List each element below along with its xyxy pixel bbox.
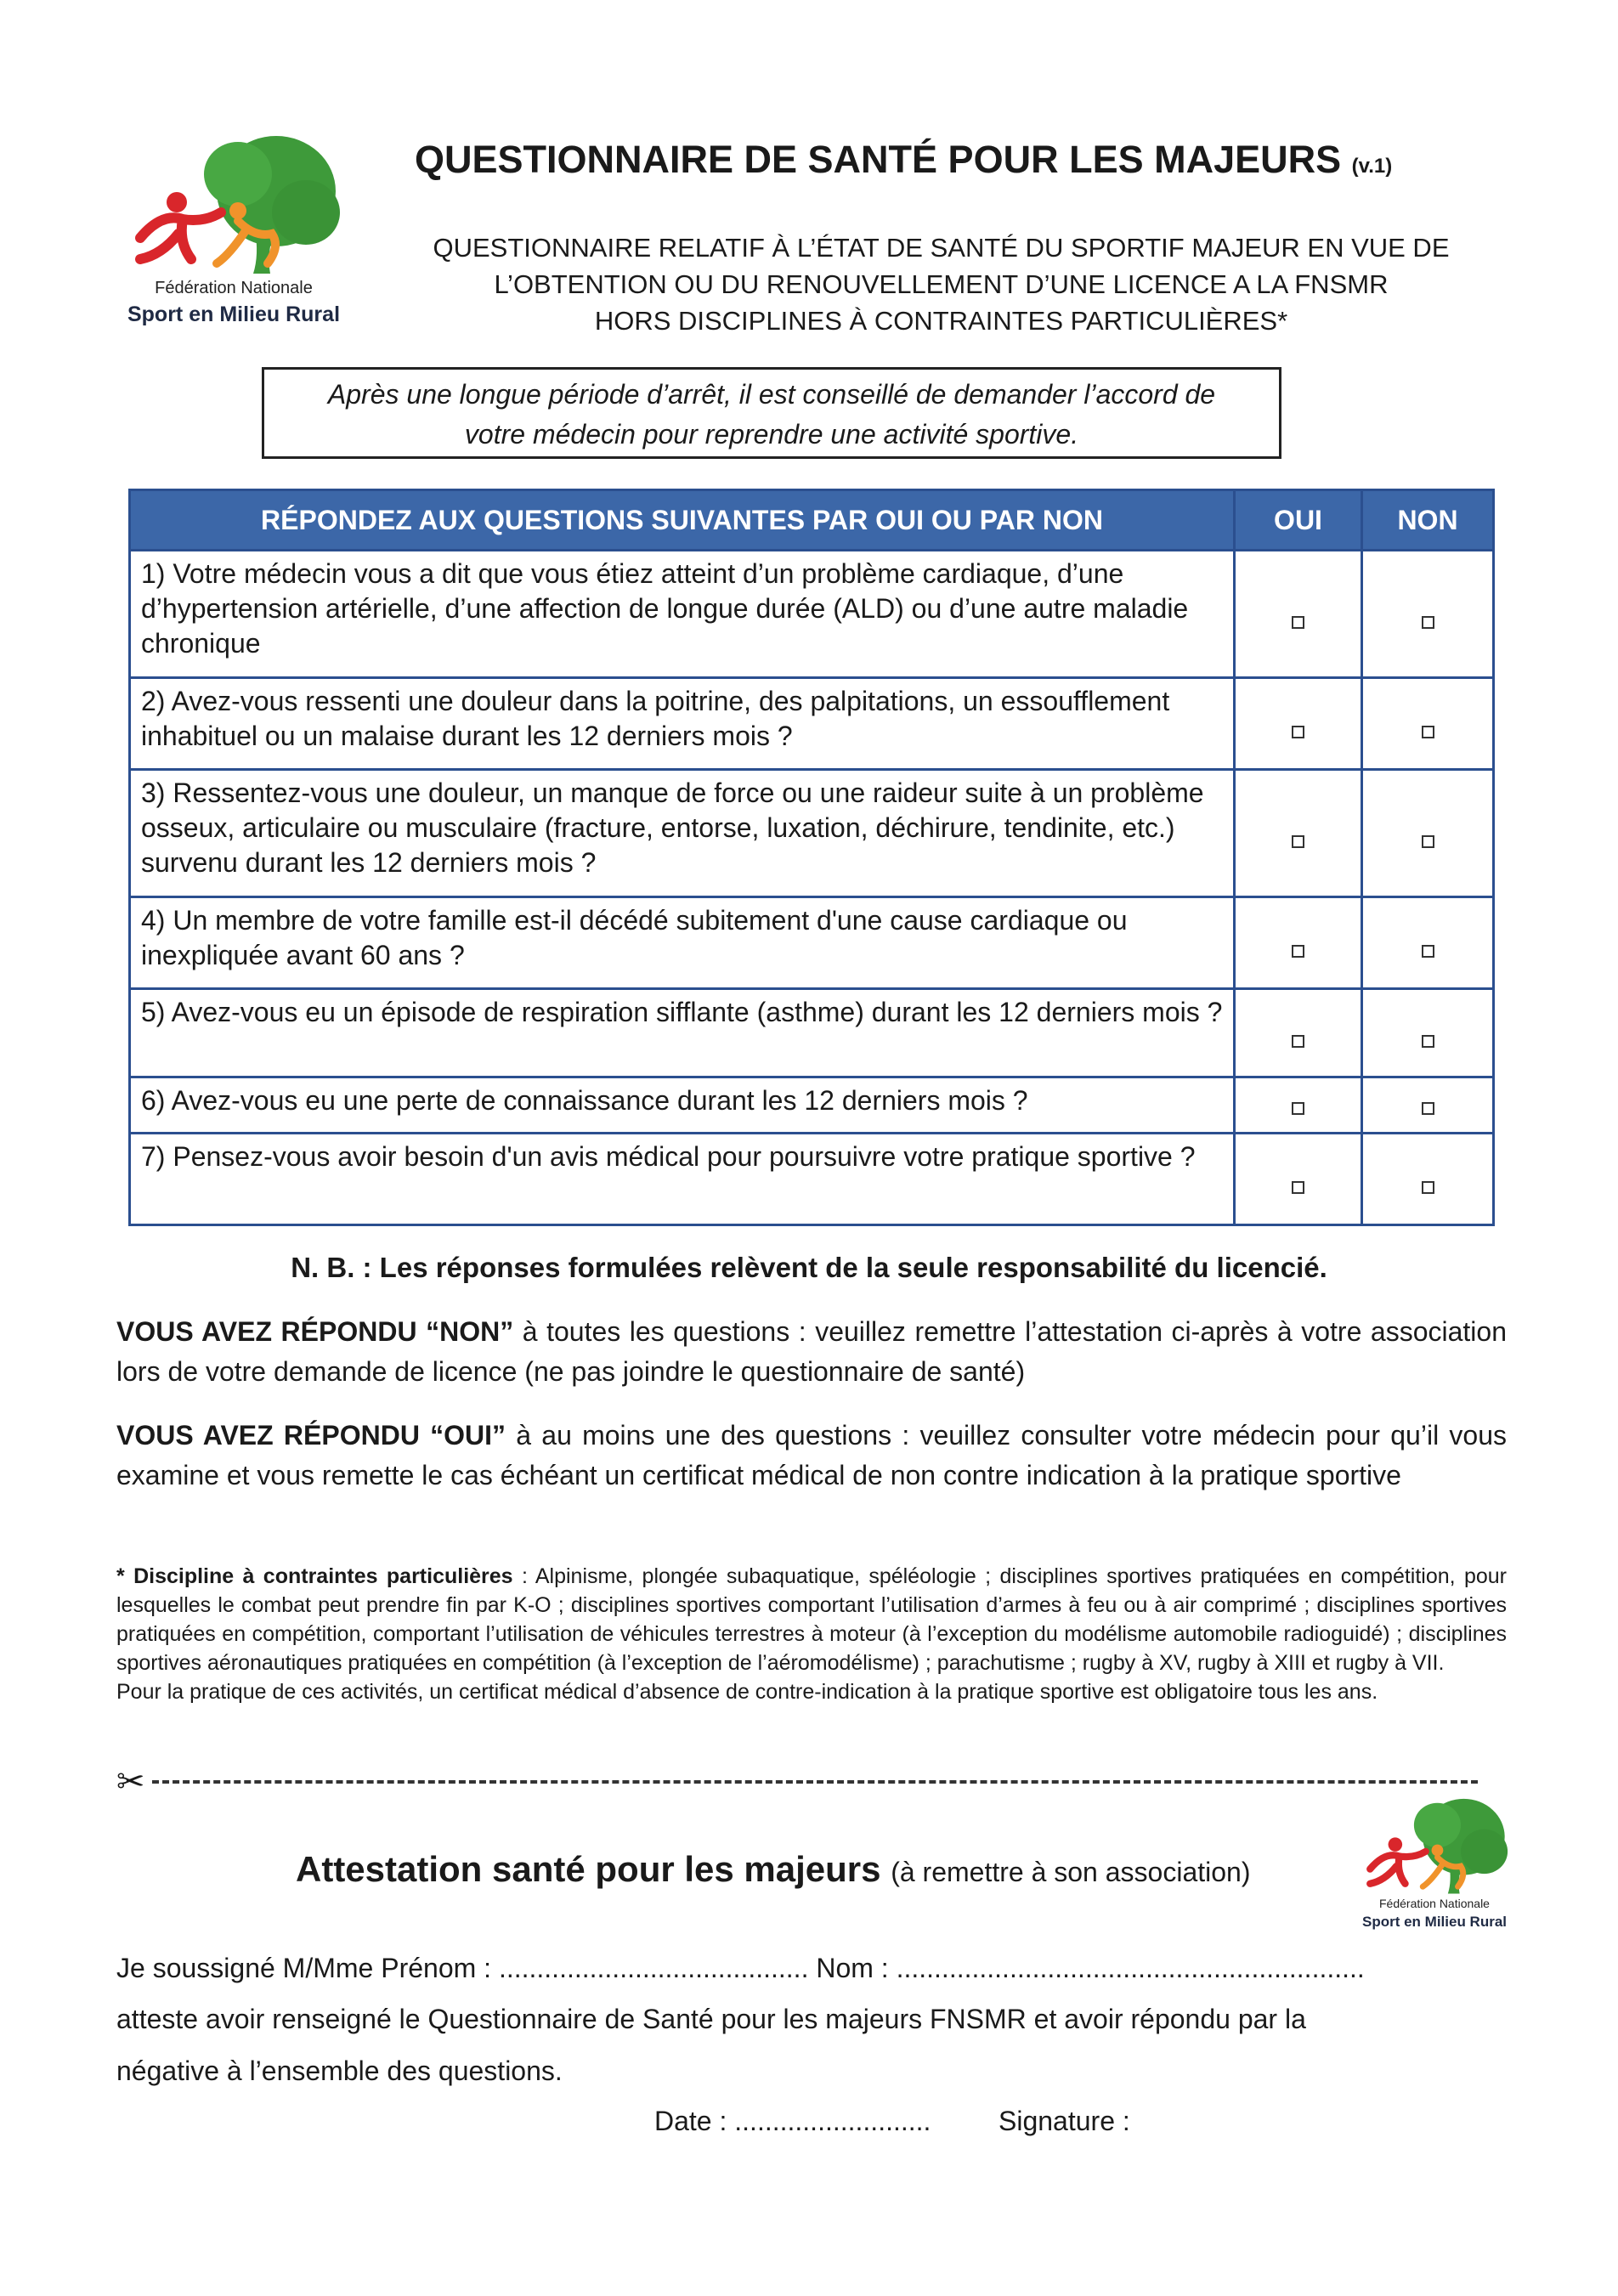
answered-no-lead: VOUS AVEZ RÉPONDU “NON” bbox=[116, 1316, 514, 1347]
fnsmr-logo bbox=[110, 127, 357, 331]
no-cell bbox=[1362, 551, 1494, 678]
subtitle-line: HORS DISCIPLINES À CONTRAINTES PARTICULIÈRES* bbox=[594, 306, 1288, 336]
yes-cell bbox=[1235, 897, 1362, 989]
question-text: 7) Pensez-vous avoir besoin d'un avis médical pour poursuivre votre pratique sportive ? bbox=[130, 1134, 1235, 1225]
yes-cell bbox=[1235, 1134, 1362, 1225]
logo-caption-federation: Fédération Nationale bbox=[155, 279, 313, 297]
cut-line bbox=[116, 1762, 1507, 1801]
no-cell bbox=[1362, 678, 1494, 770]
yes-checkbox[interactable] bbox=[1292, 616, 1304, 629]
header-question: RÉPONDEZ AUX QUESTIONS SUIVANTES PAR OUI OU PAR NON bbox=[130, 490, 1235, 551]
question-text: 6) Avez-vous eu une perte de connaissance durant les 12 derniers mois ? bbox=[130, 1077, 1235, 1134]
page-title-text: QUESTIONNAIRE DE SANTÉ POUR LES MAJEURS bbox=[415, 138, 1342, 181]
dashed-separator bbox=[152, 1780, 1478, 1784]
table-row bbox=[130, 551, 1494, 678]
question-text: 2) Avez-vous ressenti une douleur dans la poitrine, des palpitations, un essoufflement inhabituel ou un malaise durant les 12 derniers mois ? bbox=[130, 678, 1235, 770]
footnote-last-line: Pour la pratique de ces activités, un certificat médical d’absence de contre-indication à la pratique sportive est obligatoire tous les ans. bbox=[116, 1680, 1378, 1704]
yes-checkbox[interactable] bbox=[1292, 1181, 1304, 1194]
answered-yes-paragraph bbox=[116, 1416, 1507, 1496]
no-cell bbox=[1362, 1077, 1494, 1134]
subtitle-line: L’OBTENTION OU DU RENOUVELLEMENT D’UNE LICENCE A LA FNSMR bbox=[494, 269, 1389, 299]
no-cell bbox=[1362, 897, 1494, 989]
no-checkbox[interactable] bbox=[1422, 616, 1434, 629]
yes-checkbox[interactable] bbox=[1292, 945, 1304, 958]
yes-checkbox[interactable] bbox=[1292, 726, 1304, 738]
yes-cell bbox=[1235, 989, 1362, 1077]
attestation-subtitle: (à remettre à son association) bbox=[891, 1857, 1251, 1887]
logo-caption-federation: Fédération Nationale bbox=[1379, 1897, 1490, 1910]
page-title bbox=[415, 138, 1392, 182]
table-row bbox=[130, 678, 1494, 770]
questionnaire-table bbox=[128, 489, 1495, 1226]
notice-line: votre médecin pour reprendre une activité sportive. bbox=[464, 419, 1079, 450]
yes-cell bbox=[1235, 678, 1362, 770]
yes-cell bbox=[1235, 1077, 1362, 1134]
table-row bbox=[130, 1077, 1494, 1134]
footnote bbox=[116, 1562, 1507, 1706]
question-text: 3) Ressentez-vous une douleur, un manque de force ou une raideur suite à un problème osseux, articulaire ou musculaire (fracture, entorse, luxation, déchirure, tendinite, etc.) survenu durant les 12 derniers mois ? bbox=[130, 770, 1235, 897]
yes-checkbox[interactable] bbox=[1292, 1035, 1304, 1048]
tree-runner-logo-icon bbox=[1349, 1793, 1519, 1898]
header-yes: OUI bbox=[1235, 490, 1362, 551]
attestation-text-line: négative à l’ensemble des questions. bbox=[116, 2056, 563, 2086]
table-row bbox=[130, 989, 1494, 1077]
nb-note: N. B. : Les réponses formulées relèvent de la seule responsabilité du licencié. bbox=[291, 1252, 1327, 1283]
logo-caption-sport-rural: Sport en Milieu Rural bbox=[1361, 1914, 1508, 1930]
question-text: 1) Votre médecin vous a dit que vous étiez atteint d’un problème cardiaque, d’une d’hypertension artérielle, d’une affection de longue durée (ALD) ou d’une autre maladie chronique bbox=[130, 551, 1235, 678]
notice-line: Après une longue période d’arrêt, il est conseillé de demander l’accord de bbox=[327, 379, 1216, 410]
no-checkbox[interactable] bbox=[1422, 835, 1434, 848]
no-checkbox[interactable] bbox=[1422, 945, 1434, 958]
footnote-text: : Alpinisme, plongée subaquatique, spéléologie ; disciplines sportives pratiquées en compétition, pour lesquelles le combat peut prendre fin par K-O ; disciplines sportives comportant l’utilisation d’armes à feu ou à air comprimé ; disciplines sportives pratiquées en compétition, comportant l’utilisation de véhicules terrestres à moteur (à l’exception du modélisme automobile radioguidé) ; disciplines sportives aéronautiques pratiquées en compétition (à l’exception de l’aéromodélisme) ; parachutisme ; rugby à XV, rugby à XIII et rugby à VII. bbox=[116, 1564, 1507, 1675]
attestation-title-text: Attestation santé pour les majeurs bbox=[296, 1849, 881, 1889]
table-row bbox=[130, 897, 1494, 989]
table-row bbox=[130, 770, 1494, 897]
fnsmr-logo-small bbox=[1349, 1793, 1519, 1937]
table-row bbox=[130, 1134, 1494, 1225]
yes-checkbox[interactable] bbox=[1292, 1102, 1304, 1115]
answered-no-paragraph bbox=[116, 1312, 1507, 1392]
no-checkbox[interactable] bbox=[1422, 726, 1434, 738]
answered-yes-text: à au moins une des questions : veuillez consulter votre médecin pour qu’il vous examine et vous remette le cas échéant un certificat médical de non contre indication à la pratique sportive bbox=[116, 1420, 1508, 1490]
question-text: 4) Un membre de votre famille est-il décédé subitement d'une cause cardiaque ou inexpliquée avant 60 ans ? bbox=[130, 897, 1235, 989]
yes-cell bbox=[1235, 770, 1362, 897]
table-header-row bbox=[130, 490, 1494, 551]
no-checkbox[interactable] bbox=[1422, 1181, 1434, 1194]
attestation-text-line: atteste avoir renseigné le Questionnaire de Santé pour les majeurs FNSMR et avoir répondu par la bbox=[116, 2004, 1306, 2034]
date-field: Date : .......................... bbox=[654, 2106, 931, 2136]
question-text: 5) Avez-vous eu un épisode de respiration sifflante (asthme) durant les 12 derniers mois ? bbox=[130, 989, 1235, 1077]
no-cell bbox=[1362, 1134, 1494, 1225]
scissors-icon: ✂ bbox=[116, 1763, 145, 1801]
signature-field: Signature : bbox=[999, 2106, 1130, 2136]
page-subtitle bbox=[374, 229, 1508, 339]
logo-caption-sport-rural: Sport en Milieu Rural bbox=[127, 303, 341, 326]
attestation-title bbox=[296, 1849, 1250, 1890]
no-checkbox[interactable] bbox=[1422, 1102, 1434, 1115]
attestation-name-line: Je soussigné M/Mme Prénom : ......................................... Nom : .............................................................. bbox=[116, 1953, 1365, 1983]
notice-box bbox=[262, 367, 1281, 459]
header-no: NON bbox=[1362, 490, 1494, 551]
answered-yes-lead: VOUS AVEZ RÉPONDU “OUI” bbox=[116, 1420, 506, 1451]
no-cell bbox=[1362, 770, 1494, 897]
no-checkbox[interactable] bbox=[1422, 1035, 1434, 1048]
yes-checkbox[interactable] bbox=[1292, 835, 1304, 848]
footnote-lead: * Discipline à contraintes particulières bbox=[116, 1564, 513, 1588]
version-label: (v.1) bbox=[1351, 155, 1393, 178]
no-cell bbox=[1362, 989, 1494, 1077]
yes-cell bbox=[1235, 551, 1362, 678]
tree-runner-logo-icon bbox=[110, 127, 357, 280]
answered-no-text: à toutes les questions : veuillez remettre l’attestation ci-après à votre association lors de votre demande de licence (ne pas joindre le questionnaire de santé) bbox=[116, 1316, 1508, 1387]
subtitle-line: QUESTIONNAIRE RELATIF À L’ÉTAT DE SANTÉ DU SPORTIF MAJEUR EN VUE DE bbox=[433, 233, 1450, 263]
